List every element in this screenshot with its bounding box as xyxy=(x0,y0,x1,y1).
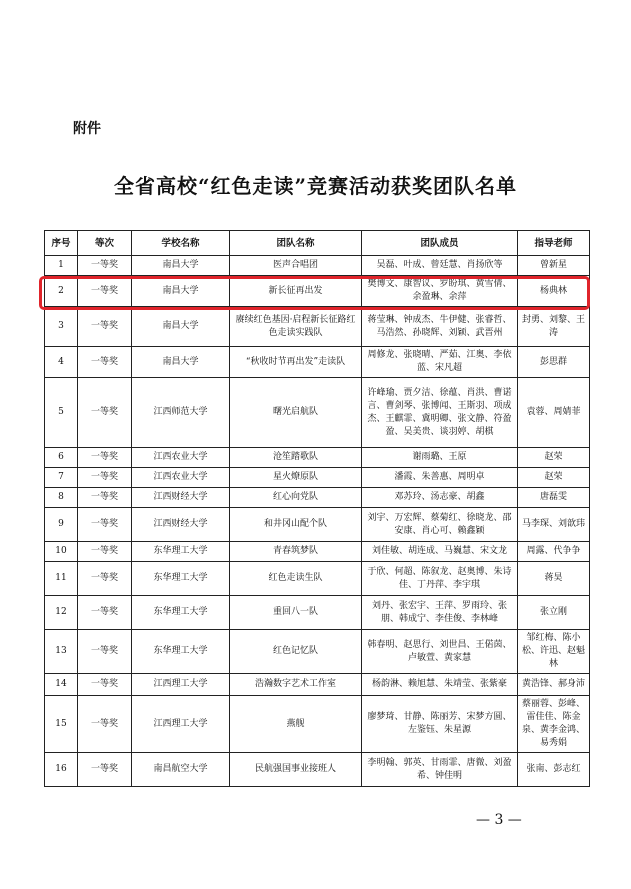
row-members: 廖梦琦、甘静、陈丽芳、宋梦方圆、左鉴钰、朱星源 xyxy=(362,696,518,753)
row-school: 江西农业大学 xyxy=(132,468,230,488)
table-body xyxy=(45,256,590,787)
row-advisor: 杨典林 xyxy=(518,276,590,307)
row-members: 邓苏玲、汤志豪、胡鑫 xyxy=(362,488,518,508)
row-award: 一等奖 xyxy=(78,378,132,448)
document-title: 全省高校“红色走读”竞赛活动获奖团队名单 xyxy=(113,174,517,198)
table-row xyxy=(45,307,590,347)
table-row xyxy=(45,378,590,448)
row-advisor: 周露、代争争 xyxy=(518,542,590,562)
row-no: 1 xyxy=(45,256,78,276)
row-advisor: 赵荣 xyxy=(518,468,590,488)
row-no: 14 xyxy=(45,674,78,696)
row-members: 许峰瑜、贾夕洁、徐蕴、肖洪、曹诺言、曹剑琴、张博闻、王斯羽、项成杰、王麒霏、冀明卿、张文静、符盈盈、吴美贵、谈羽婷、胡棋 xyxy=(362,378,518,448)
row-no: 2 xyxy=(45,276,78,307)
row-school: 南昌大学 xyxy=(132,276,230,307)
table-row xyxy=(45,562,590,596)
row-members: 杨韵淋、赖旭慧、朱靖莹、张紫豪 xyxy=(362,674,518,696)
row-advisor: 邹红梅、陈小松、许迅、赵魁林 xyxy=(518,630,590,674)
row-members: 谢雨璐、王原 xyxy=(362,448,518,468)
award-table xyxy=(44,230,590,787)
row-members: 刘佳敏、胡连成、马巍慧、宋文龙 xyxy=(362,542,518,562)
header-no: 序号 xyxy=(45,231,78,256)
row-advisor: 袁蓉、周婧菲 xyxy=(518,378,590,448)
table-row xyxy=(45,674,590,696)
row-advisor: 马李琛、刘歆玮 xyxy=(518,508,590,542)
row-team: 沧笙踏歌队 xyxy=(230,448,362,468)
row-school: 江西理工大学 xyxy=(132,674,230,696)
row-advisor: 曾新星 xyxy=(518,256,590,276)
row-no: 11 xyxy=(45,562,78,596)
row-advisor: 蒋昊 xyxy=(518,562,590,596)
row-members: 韩春明、赵思行、刘世昌、王偌茵、卢敏萱、黄家慧 xyxy=(362,630,518,674)
table-row xyxy=(45,542,590,562)
table-row xyxy=(45,347,590,378)
row-team: 和井冈山配个队 xyxy=(230,508,362,542)
row-school: 南昌大学 xyxy=(132,256,230,276)
table-row xyxy=(45,448,590,468)
row-no: 3 xyxy=(45,307,78,347)
row-team: “秋收时节再出发”走读队 xyxy=(230,347,362,378)
row-members: 周修龙、张晓晴、严茹、江奥、李依蓝、宋凡超 xyxy=(362,347,518,378)
row-no: 5 xyxy=(45,378,78,448)
row-no: 8 xyxy=(45,488,78,508)
row-advisor: 唐磊雯 xyxy=(518,488,590,508)
table-row xyxy=(45,596,590,630)
row-members: 李明翰、郭英、甘雨霏、唐微、刘盈希、钟佳明 xyxy=(362,753,518,787)
row-school: 南昌航空大学 xyxy=(132,753,230,787)
row-team: 红心向党队 xyxy=(230,488,362,508)
row-advisor: 彭思群 xyxy=(518,347,590,378)
row-award: 一等奖 xyxy=(78,696,132,753)
row-school: 东华理工大学 xyxy=(132,630,230,674)
row-no: 15 xyxy=(45,696,78,753)
row-team: 民航强国事业接班人 xyxy=(230,753,362,787)
header-advisor: 指导老师 xyxy=(518,231,590,256)
row-school: 江西农业大学 xyxy=(132,448,230,468)
row-school: 南昌大学 xyxy=(132,347,230,378)
table-row xyxy=(45,753,590,787)
row-no: 10 xyxy=(45,542,78,562)
row-team: 青春筑梦队 xyxy=(230,542,362,562)
row-award: 一等奖 xyxy=(78,630,132,674)
row-members: 刘丹、张宏宇、王萍、罗雨玲、张朋、韩成宁、李佳俊、李林峰 xyxy=(362,596,518,630)
row-award: 一等奖 xyxy=(78,508,132,542)
row-award: 一等奖 xyxy=(78,468,132,488)
row-no: 4 xyxy=(45,347,78,378)
row-award: 一等奖 xyxy=(78,276,132,307)
row-school: 江西理工大学 xyxy=(132,696,230,753)
attachment-label: 附件 xyxy=(73,121,101,137)
row-no: 6 xyxy=(45,448,78,468)
row-team: 星火燎原队 xyxy=(230,468,362,488)
row-team: 重回八一队 xyxy=(230,596,362,630)
row-award: 一等奖 xyxy=(78,753,132,787)
row-award: 一等奖 xyxy=(78,542,132,562)
row-school: 东华理工大学 xyxy=(132,542,230,562)
row-members: 潘霞、朱善惠、周明卓 xyxy=(362,468,518,488)
header-members: 团队成员 xyxy=(362,231,518,256)
header-award: 等次 xyxy=(78,231,132,256)
row-advisor: 蔡丽蓉、彭峰、雷佳佳、陈金泉、黄李金鸿、易秀娟 xyxy=(518,696,590,753)
row-members: 于欣、何超、陈叙龙、赵奥博、朱诗佳、丁丹萍、李宇琪 xyxy=(362,562,518,596)
table-row xyxy=(45,508,590,542)
row-members: 蒋莹琳、钟成杰、牛伊健、张睿哲、马浩然、孙晓辉、刘颖、武晋州 xyxy=(362,307,518,347)
row-team: 曙光启航队 xyxy=(230,378,362,448)
row-school: 江西师范大学 xyxy=(132,378,230,448)
table-header-row xyxy=(45,231,590,256)
row-team: 浩瀚数字艺术工作室 xyxy=(230,674,362,696)
row-team: 红色记忆队 xyxy=(230,630,362,674)
row-school: 东华理工大学 xyxy=(132,562,230,596)
table-row xyxy=(45,276,590,307)
row-advisor: 黄浩锋、郝身沛 xyxy=(518,674,590,696)
row-award: 一等奖 xyxy=(78,307,132,347)
header-team: 团队名称 xyxy=(230,231,362,256)
table-row xyxy=(45,468,590,488)
row-school: 江西财经大学 xyxy=(132,508,230,542)
table-row xyxy=(45,256,590,276)
row-team: 红色走读生队 xyxy=(230,562,362,596)
row-team: 新长征再出发 xyxy=(230,276,362,307)
header-school: 学校名称 xyxy=(132,231,230,256)
row-school: 南昌大学 xyxy=(132,307,230,347)
row-advisor: 张南、彭志红 xyxy=(518,753,590,787)
row-members: 吴磊、叶成、曾廷慧、肖扬欣等 xyxy=(362,256,518,276)
row-team: 燕舰 xyxy=(230,696,362,753)
row-school: 东华理工大学 xyxy=(132,596,230,630)
row-team: 医声合唱团 xyxy=(230,256,362,276)
row-no: 13 xyxy=(45,630,78,674)
row-school: 江西财经大学 xyxy=(132,488,230,508)
row-award: 一等奖 xyxy=(78,596,132,630)
row-advisor: 封勇、刘黎、王涛 xyxy=(518,307,590,347)
row-award: 一等奖 xyxy=(78,448,132,468)
table-row xyxy=(45,630,590,674)
row-advisor: 赵荣 xyxy=(518,448,590,468)
row-team: 赓续红色基因·启程新长征路红色走读实践队 xyxy=(230,307,362,347)
row-no: 9 xyxy=(45,508,78,542)
row-no: 16 xyxy=(45,753,78,787)
row-award: 一等奖 xyxy=(78,674,132,696)
row-award: 一等奖 xyxy=(78,347,132,378)
row-award: 一等奖 xyxy=(78,488,132,508)
row-no: 12 xyxy=(45,596,78,630)
table-row xyxy=(45,696,590,753)
row-members: 刘宇、万宏辉、蔡菊红、徐晓龙、邵安康、肖心可、赖鑫颖 xyxy=(362,508,518,542)
row-advisor: 张立刚 xyxy=(518,596,590,630)
row-no: 7 xyxy=(45,468,78,488)
table-row xyxy=(45,488,590,508)
row-members: 樊博文、康智议、罗盼琪、黄雪倩、余盈琳、余萍 xyxy=(362,276,518,307)
row-award: 一等奖 xyxy=(78,562,132,596)
page-number: — 3 — xyxy=(476,812,522,828)
row-award: 一等奖 xyxy=(78,256,132,276)
